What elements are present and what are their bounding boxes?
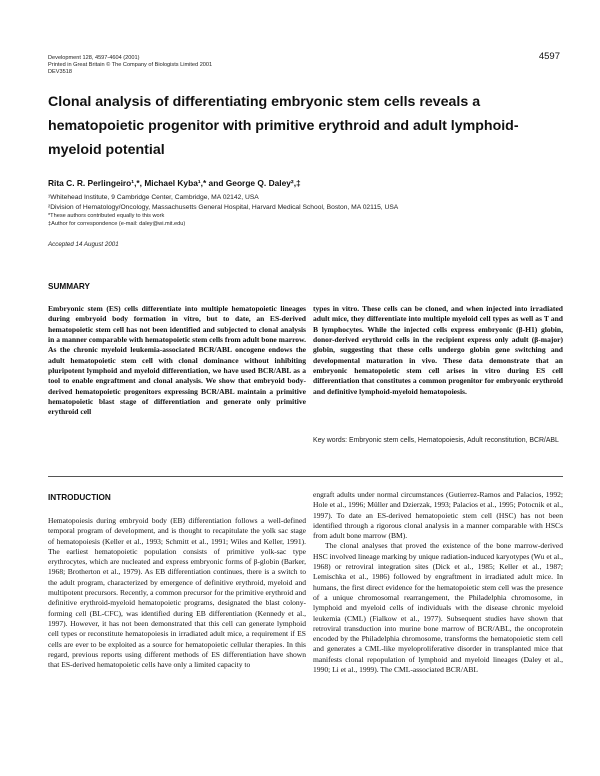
section-divider <box>48 476 563 477</box>
article-title: Clonal analysis of differentiating embryonic stem cells reveals a hematopoietic progenitor with primitive erythroid and adult lymphoid-myeloid potential <box>48 94 519 158</box>
keywords: Key words: Embryonic stem cells, Hematopoiesis, Adult reconstitution, BCR/ABL <box>313 437 559 444</box>
journal-copyright: Printed in Great Britain © The Company of Biologists Limited 2001 <box>48 62 213 69</box>
affiliation-2: ²Division of Hematology/Oncology, Massachusetts General Hospital, Harvard Medical School, Boston, MA 02115, USA <box>48 203 399 211</box>
journal-info <box>48 55 212 77</box>
equal-contribution-note: *These authors contributed equally to this work <box>48 213 165 220</box>
introduction-heading: INTRODUCTION <box>48 493 111 502</box>
summary-text-left: Embryonic stem (ES) cells differentiate into multiple hematopoietic lineages during embryoid body formation in vitro, but to date, an ES-derived hematopoietic stem cell has not been identified and subjected to clonal analysis in a manner comparable with hematopoietic stem cells from adult bone marrow. As the chronic myeloid leukemia-associated BCR/ABL oncogene endows the adult hematopoietic stem cell with clonal dominance without inhibiting pluripotent lymphoid and myeloid differentiation, we have used BCR/ABL as a tool to enable engraftment and clonal analysis. We show that embryoid body-derived hematopoietic progenitors expressing BCR/ABL maintain a primitive hematopoietic blast stage of differentiation and generate only primitive erythroid cell <box>48 304 306 417</box>
affiliations <box>48 193 398 228</box>
author-list: Rita C. R. Perlingeiro¹,*, Michael Kyba¹,* and George Q. Daley²,‡ <box>48 178 301 188</box>
intro-paragraph: Hematopoiesis during embryoid body (EB) differentiation follows a well-defined temporal program of development, and is thought to recapitulate the yolk sac stage of hematopoiesis (Keller et al., 1993; Schmitt et al., 1991; Wiles and Keller, 1991). The earliest hematopoietic population consists of primitive yolk-sac type erythrocytes, which are nucleated and express embryonic forms of β-globin (Barker, 1968; Brotherton et al., 1979). As EB differentiation continues, there is a switch to the adult program, characterized by emergence of definitive erythroid, myeloid and multipotent precursors. Recently, a common precursor for the primitive erythroid and definitive erythroid-myeloid hematopoietic programs, designated the blast colony-forming cell (BL-CFC), was identified during EB differentiation (Kennedy et al., 1997). However, it has not been demonstrated that this cell can generate lymphoid cell types or reconstitute hematopoiesis in irradiated adult mice, a requirement if ES cells are ever to be exploited as a source for hematopoietic cellular therapies. In this regard, previous reports using different methods of ES differentiation have shown that ES-derived hematopoietic cells have only a limited capacity to <box>48 516 306 670</box>
introduction-text-left <box>48 516 306 670</box>
introduction-text-right <box>313 490 563 675</box>
page-number: 4597 <box>538 51 560 62</box>
accepted-date: Accepted 14 August 2001 <box>48 241 119 248</box>
correspondence-note: ‡Author for correspondence (e-mail: daley@wi.mit.edu) <box>48 221 186 228</box>
summary-heading: SUMMARY <box>48 282 90 291</box>
summary-text-right: types in vitro. These cells can be cloned, and when injected into irradiated adult mice, they differentiate into multiple myeloid cell types as well as T and B lymphocytes. While the injected cells express embryonic (β-H1) globin, donor-derived erythroid cells in the recipient express only adult (β-major) globin, suggesting that these cells undergo globin gene switching and developmental maturation in vivo. These data demonstrate that an embryonic hematopoietic stem cell arises in vitro during ES cell differentiation that constitutes a common progenitor for embryonic erythroid and definitive lymphoid-myeloid hematopoiesis. <box>313 304 563 396</box>
journal-citation: Development 128, 4597-4604 (2001) <box>48 55 140 61</box>
intro-paragraph: engraft adults under normal circumstances (Gutierrez-Ramos and Palacios, 1992; Hole et al., 1996; Müller and Dzierzak, 1993; Palacios et al., 1995; Potocnik et al., 1997). To date an ES-derived hematopoietic stem cell (HSC) has not been identified through a rigorous clonal analysis in a manner comparable with HSCs from adult bone marrow (BM). <box>313 490 563 541</box>
affiliation-1: ¹Whitehead Institute, 9 Cambridge Center, Cambridge, MA 02142, USA <box>48 194 259 201</box>
journal-code: DEV3518 <box>48 69 72 76</box>
intro-paragraph: The clonal analyses that proved the existence of the bone marrow-derived HSC involved lineage marking by unique radiation-induced karyotypes (Wu et al., 1968) or retroviral integration sites (Dick et al., 1985; Keller et al., 1987; Lemischka et al., 1986) followed by engraftment in irradiated adult mice. In humans, the first direct evidence for the hematopoietic stem cell was the presence of a unique chromosomal rearrangement, the Philadelphia chromosome, in lymphoid and myeloid cells of individuals with the disease chronic myeloid leukemia (CML) (Fialkow et al., 1977). Subsequent studies have shown that retroviral transduction into murine bone marrow of BCR/ABL, the oncoprotein encoded by the Philadelphia chromosome, transforms the hematopoietic stem cell and generates a CML-like myeloproliferative disorder in transplanted mice that manifests clonal repopulation of lymphoid and myeloid lineages (Daley et al., 1990; Li et al., 1999). The CML-associated BCR/ABL <box>313 541 563 675</box>
